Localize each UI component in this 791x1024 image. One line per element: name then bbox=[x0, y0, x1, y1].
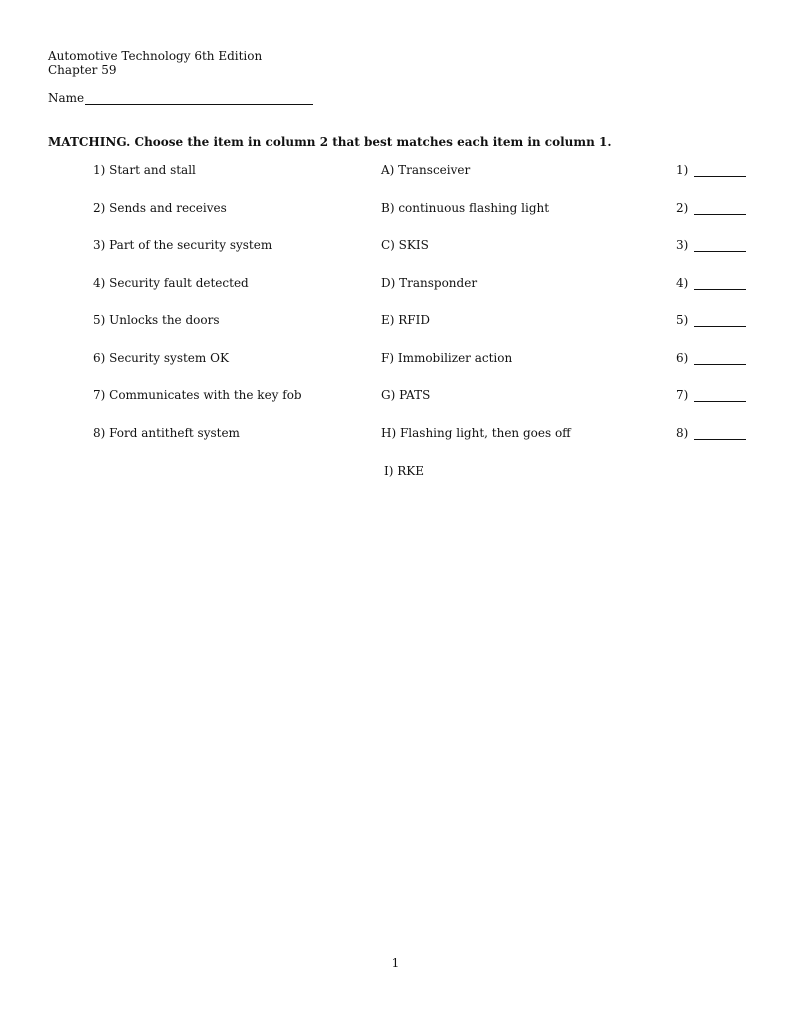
matching-row bbox=[0, 313, 791, 331]
column1-term: 3) Part of the security system bbox=[93, 238, 273, 252]
answer-slot bbox=[676, 276, 746, 290]
matching-row bbox=[0, 201, 791, 219]
matching-row bbox=[0, 426, 791, 444]
column2-choice: C) SKIS bbox=[381, 238, 429, 252]
book-title: Automotive Technology 6th Edition bbox=[48, 49, 263, 63]
column2-choice: D) Transponder bbox=[381, 276, 478, 290]
answer-slot bbox=[676, 313, 746, 327]
answer-number: 7) bbox=[676, 388, 689, 402]
answer-blank bbox=[694, 277, 746, 290]
answer-number: 1) bbox=[676, 163, 689, 177]
answer-number: 3) bbox=[676, 238, 689, 252]
column2-choice: F) Immobilizer action bbox=[381, 351, 513, 365]
matching-row bbox=[0, 351, 791, 369]
column2-choice: E) RFID bbox=[381, 313, 430, 327]
answer-slot bbox=[676, 163, 746, 177]
matching-row bbox=[0, 163, 791, 181]
chapter-label: Chapter 59 bbox=[48, 63, 117, 77]
column1-term: 8) Ford antitheft system bbox=[93, 426, 240, 440]
answer-slot bbox=[676, 201, 746, 215]
answer-blank bbox=[694, 239, 746, 252]
extra-choice-row bbox=[0, 464, 791, 482]
name-field bbox=[48, 91, 313, 105]
answer-blank bbox=[694, 427, 746, 440]
column2-choice: G) PATS bbox=[381, 388, 431, 402]
page-number: 1 bbox=[391, 956, 400, 970]
answer-blank bbox=[694, 314, 746, 327]
answer-slot bbox=[676, 238, 746, 252]
answer-number: 2) bbox=[676, 201, 689, 215]
answer-blank bbox=[694, 352, 746, 365]
column1-term: 5) Unlocks the doors bbox=[93, 313, 220, 327]
answer-slot bbox=[676, 388, 746, 402]
column1-term: 2) Sends and receives bbox=[93, 201, 227, 215]
column2-choice: A) Transceiver bbox=[381, 163, 471, 177]
answer-blank bbox=[694, 389, 746, 402]
answer-number: 5) bbox=[676, 313, 689, 327]
column1-term: 4) Security fault detected bbox=[93, 276, 249, 290]
answer-number: 4) bbox=[676, 276, 689, 290]
matching-row bbox=[0, 276, 791, 294]
name-label: Name bbox=[48, 91, 85, 105]
answer-blank bbox=[694, 202, 746, 215]
column2-choice: H) Flashing light, then goes off bbox=[381, 426, 571, 440]
matching-row bbox=[0, 238, 791, 256]
column1-term: 1) Start and stall bbox=[93, 163, 196, 177]
column1-term: 7) Communicates with the key fob bbox=[93, 388, 302, 402]
column1-term: 6) Security system OK bbox=[93, 351, 229, 365]
matching-row bbox=[0, 388, 791, 406]
answer-number: 6) bbox=[676, 351, 689, 365]
column2-choice: I) RKE bbox=[384, 464, 424, 478]
answer-slot bbox=[676, 351, 746, 365]
name-blank bbox=[85, 92, 313, 105]
matching-instructions: MATCHING. Choose the item in column 2 that best matches each item in column 1. bbox=[48, 135, 612, 149]
answer-number: 8) bbox=[676, 426, 689, 440]
column2-choice: B) continuous flashing light bbox=[381, 201, 550, 215]
answer-blank bbox=[694, 164, 746, 177]
answer-slot bbox=[676, 426, 746, 440]
